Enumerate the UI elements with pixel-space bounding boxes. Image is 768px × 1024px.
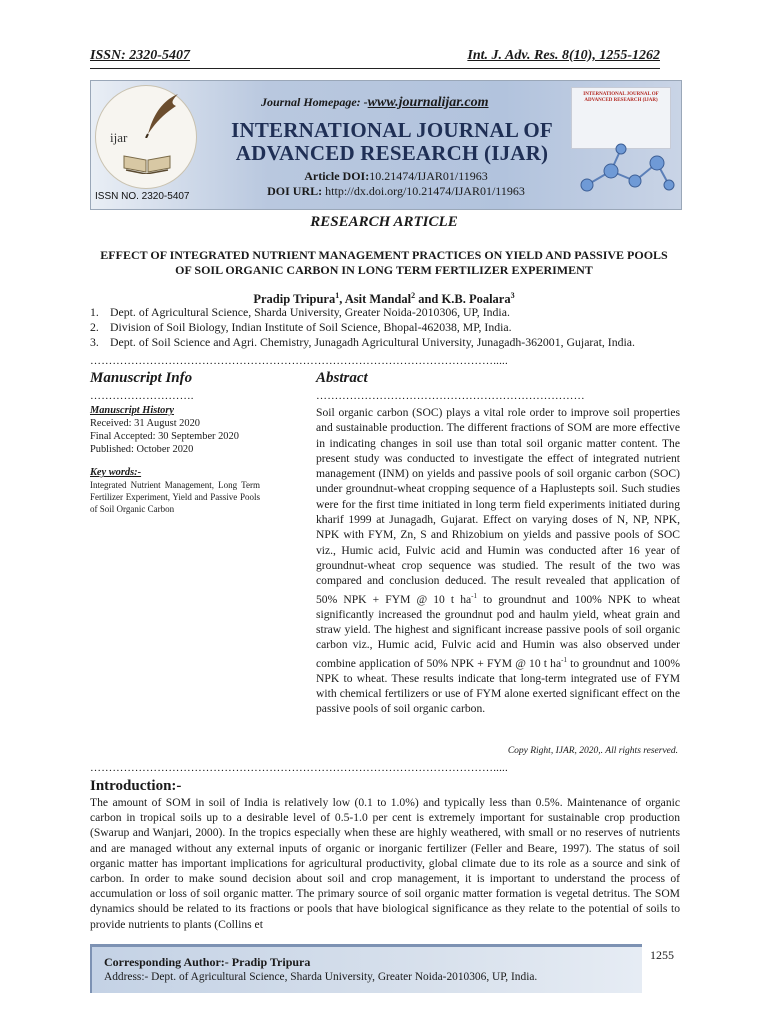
received-date: Received: 31 August 2020 xyxy=(90,418,200,429)
affiliation-text: Division of Soil Biology, Indian Institute of Soil Science, Bhopal-462038, MP, India. xyxy=(110,320,512,334)
page-number: 1255 xyxy=(650,948,674,962)
journal-title-line1: INTERNATIONAL JOURNAL OF xyxy=(231,118,553,142)
separator-dots: ………………………. xyxy=(90,390,194,402)
author-name: Pradip Tripura xyxy=(253,292,336,307)
abstract-part: Soil organic carbon (SOC) plays a vital role order to improve soil properties and sustainable production. The different fractions of SOM are more effective in indicating changes in soil use than total soil organic matter content. The present study was conducted to investigate the effect of integrated nutrient management (INM) on yields and passive pools of soil organic carbon (SOC) under groundnut-wheat cropping sequence of a Haplustepts soil. Such studies were for the first time initiated in long term field experiments initiated during kharif 1999 at Junagadh, Gujarat. Effect on varying doses of N, NP, NPK, NPK with FYM, Zn, S and Rhizobium on yields and passive pools of SOC viz., Humic acid, Fulvic acid and Humin was conducted after 16 year of groundnut-wheat crop sequence was studied. The result of the two was compared and conclusion deduced. The result revealed that application of 50% NPK + FYM @ 10 t ha xyxy=(316,406,680,606)
affiliation-text: Dept. of Soil Science and Agri. Chemistry, Junagadh Agricultural University, Junagadh-362001, Gujarat, India. xyxy=(110,335,635,349)
author-sup: 2 xyxy=(411,291,416,300)
molecule-icon xyxy=(577,135,677,199)
affiliation-text: Dept. of Agricultural Science, Sharda University, Greater Noida-2010306, UP, India. xyxy=(110,305,510,319)
abstract-part: to groundnut and 100% NPK to wheat significantly increased the groundnut pod and haulm yield, wheat grain and straw yield. The highest and significant increase passive pools of soil organic carbon viz., Humic acid, Fulvic acid and Humin was also observed under combine application of 50% NPK + FYM @ 10 t ha xyxy=(316,592,680,670)
abstract-text xyxy=(316,405,680,717)
history-label: Manuscript History xyxy=(90,405,175,416)
corresponding-author-box xyxy=(90,944,642,993)
corresponding-author-title: Corresponding Author:- Pradip Tripura xyxy=(104,955,311,969)
citation-text: Int. J. Adv. Res. 8(10), 1255-1262 xyxy=(467,48,660,63)
homepage-link[interactable]: www.journalijar.com xyxy=(367,95,489,110)
logo-text: ijar xyxy=(110,130,128,145)
affiliation-list xyxy=(90,305,680,350)
journal-banner xyxy=(90,80,682,210)
separator-dots: ………………………………………………………………………………………………..... xyxy=(90,762,508,774)
article-doi-label: Article DOI: xyxy=(304,169,370,183)
affiliation-number: 1. xyxy=(90,305,99,319)
journal-title-line2: ADVANCED RESEARCH (IJAR) xyxy=(235,141,549,165)
running-header xyxy=(90,46,660,69)
journal-title xyxy=(217,119,567,165)
copyright-notice: Copy Right, IJAR, 2020,. All rights reserved. xyxy=(507,746,678,756)
author-sup: 3 xyxy=(510,291,515,300)
separator-dots: ………………………………………………………………………………………………..... xyxy=(90,355,508,367)
quill-icon xyxy=(142,92,182,138)
author-list: Pradip Tripura$^1$, Asit Mandal$^2$ and K.B. Poalara$^3$ xyxy=(253,291,515,307)
corresponding-author-address: Address:- Dept. of Agricultural Science, Sharda University, Greater Noida-2010306, UP, India. xyxy=(104,971,538,983)
keywords-text: Integrated Nutrient Management, Long Term Fertilizer Experiment, Yield and Passive Pools of Soil Organic Carbon xyxy=(90,480,260,514)
separator-dots: ……………………………………………………………… xyxy=(316,390,585,402)
published-date: Published: October 2020 xyxy=(90,444,194,455)
article-doi: 10.21474/IJAR01/11963 xyxy=(369,169,488,183)
introduction-heading: Introduction:- xyxy=(90,778,182,794)
author-name: Asit Mandal xyxy=(344,292,412,307)
logo-issn: ISSN NO. 2320-5407 xyxy=(95,191,190,202)
doi-block xyxy=(251,169,541,199)
manuscript-info-heading: Manuscript Info xyxy=(90,370,193,386)
thumb-title: INTERNATIONAL JOURNAL OF ADVANCED RESEARCH (IJAR) xyxy=(583,92,659,103)
author-sup: 1 xyxy=(335,291,340,300)
affiliation-number: 3. xyxy=(90,335,99,349)
abstract-part: to groundnut and 100% NPK to wheat. These results indicate that long-term integrated use of FYM with chemical fertilizers or use of FYM alone exerted significant effect on the passive pools of soil organic carbon. xyxy=(316,656,681,716)
journal-logo xyxy=(95,85,197,189)
homepage-label: Journal Homepage: - xyxy=(261,95,368,109)
article-type: RESEARCH ARTICLE xyxy=(310,214,458,230)
abstract-sup: -1 xyxy=(561,655,567,664)
paper-title: EFFECT OF INTEGRATED NUTRIENT MANAGEMENT PRACTICES ON YIELD AND PASSIVE POOLS OF SOIL ORGANIC CARBON IN LONG TERM FERTILIZER EXPERIMENT xyxy=(100,248,668,277)
affiliation-item xyxy=(90,305,680,320)
affiliation-item xyxy=(90,320,680,335)
affiliation-number: 2. xyxy=(90,320,99,334)
issn-text: ISSN: 2320-5407 xyxy=(90,48,190,63)
introduction-text: The amount of SOM in soil of India is relatively low (0.1 to 1.0%) and typically less than 0.5%. Maintenance of organic carbon in tropical soils up to a desirable level of 0.5-1.0 per cent is extremely important for sustainable crop production (Swarup and Wanjari, 2000). In the tropics especially when these are highly weathered, with small or no reserves of nutrients and are managed without any external inputs of organic or inorganic fertilizer (Feller and Beare, 1997). The status of soil organic matter has important implications for agricultural productivity, global climate due to its role as a source and sink of carbon. In order to make sound decision about soil and crop management, it is important to understand the process of accumulation or loss of soil organic matter. The primary source of soil organic matter formation is vegetal detritus. The SOM dynamics should be related to its fractions or pools that have biological significance as they relate to the potential of soils to provide nutrients to plants (Collins et xyxy=(90,796,680,931)
author-name: K.B. Poalara xyxy=(441,292,511,307)
abstract-sup: -1 xyxy=(471,591,478,600)
journal-homepage xyxy=(261,95,489,111)
doi-url-link[interactable]: http://dx.doi.org/10.21474/IJAR01/11963 xyxy=(325,184,525,198)
accepted-date: Final Accepted: 30 September 2020 xyxy=(90,431,239,442)
manuscript-info xyxy=(90,404,260,515)
book-icon xyxy=(122,150,172,174)
keywords-label: Key words:- xyxy=(90,467,142,478)
doi-url-label: DOI URL: xyxy=(267,184,323,198)
affiliation-item xyxy=(90,335,680,350)
abstract-heading: Abstract xyxy=(316,370,368,386)
